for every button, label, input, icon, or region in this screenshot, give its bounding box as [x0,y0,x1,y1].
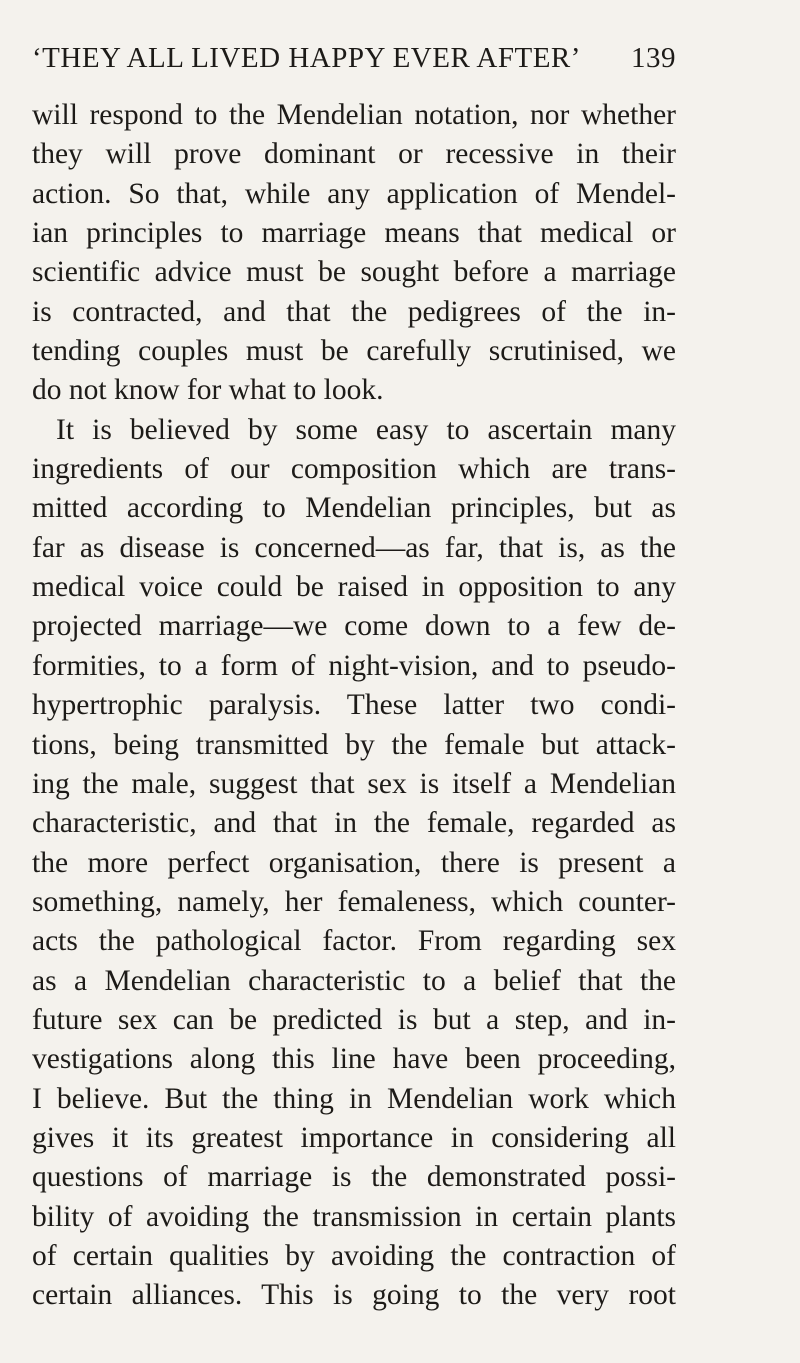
text-line: projected marriage—we come down to a few de- [32,610,676,643]
text-line: bility of avoiding the transmission in certain plants [32,1200,676,1233]
text-line: medical voice could be raised in opposition to any [32,571,676,604]
text-line: formities, to a form of night-vision, and to pseudo- [32,649,676,682]
text-line: questions of marriage is the demonstrated possi- [32,1161,676,1194]
text-line: ing the male, suggest that sex is itself a Mendelian [32,767,676,800]
text-line: ian principles to marriage means that medical or [32,217,676,250]
text-line: the more perfect organisation, there is present a [32,846,676,879]
running-head [32,38,676,78]
page-number: 139 [631,42,676,74]
text-line: will respond to the Mendelian notation, nor whether [32,99,676,131]
text-line: ingredients of our composition which are trans- [32,453,676,486]
text-line: far as disease is concerned—as far, that is, as the [32,531,676,564]
text-line: of certain qualities by avoiding the contraction of [32,1239,676,1272]
text-line: gives it its greatest importance in considering all [32,1121,676,1154]
text-line: future sex can be predicted is but a step, and in- [32,1003,676,1036]
text-line: tions, being transmitted by the female but attack- [32,728,676,761]
body-text [32,96,676,1316]
text-line: as a Mendelian characteristic to a belief that the [32,964,676,997]
text-line: characteristic, and that in the female, regarded as [32,807,676,840]
text-line: vestigations along this line have been proceeding, [32,1043,676,1076]
text-line: mitted according to Mendelian principles, but as [32,492,676,525]
paragraph-end-line: do not know for what to look. [32,374,384,407]
text-line: acts the pathological factor. From regarding sex [32,925,676,958]
text-line: I believe. But the thing in Mendelian work which [32,1082,676,1115]
text-line: they will prove dominant or recessive in their [32,138,676,171]
text-line: tending couples must be carefully scrutinised, we [32,335,676,368]
text-line: action. So that, while any application of Mendel- [32,177,676,210]
paragraph-start-line: It is believed by some easy to ascertain many [56,413,676,446]
text-line: something, namely, her femaleness, which counter- [32,885,676,918]
text-line: certain alliances. This is going to the very root [32,1279,676,1312]
text-line: is contracted, and that the pedigrees of the in- [32,295,676,328]
text-line: hypertrophic paralysis. These latter two condi- [32,689,676,722]
running-title: ‘THEY ALL LIVED HAPPY EVER AFTER’ [32,42,581,74]
text-line: scientific advice must be sought before a marriage [32,256,676,289]
